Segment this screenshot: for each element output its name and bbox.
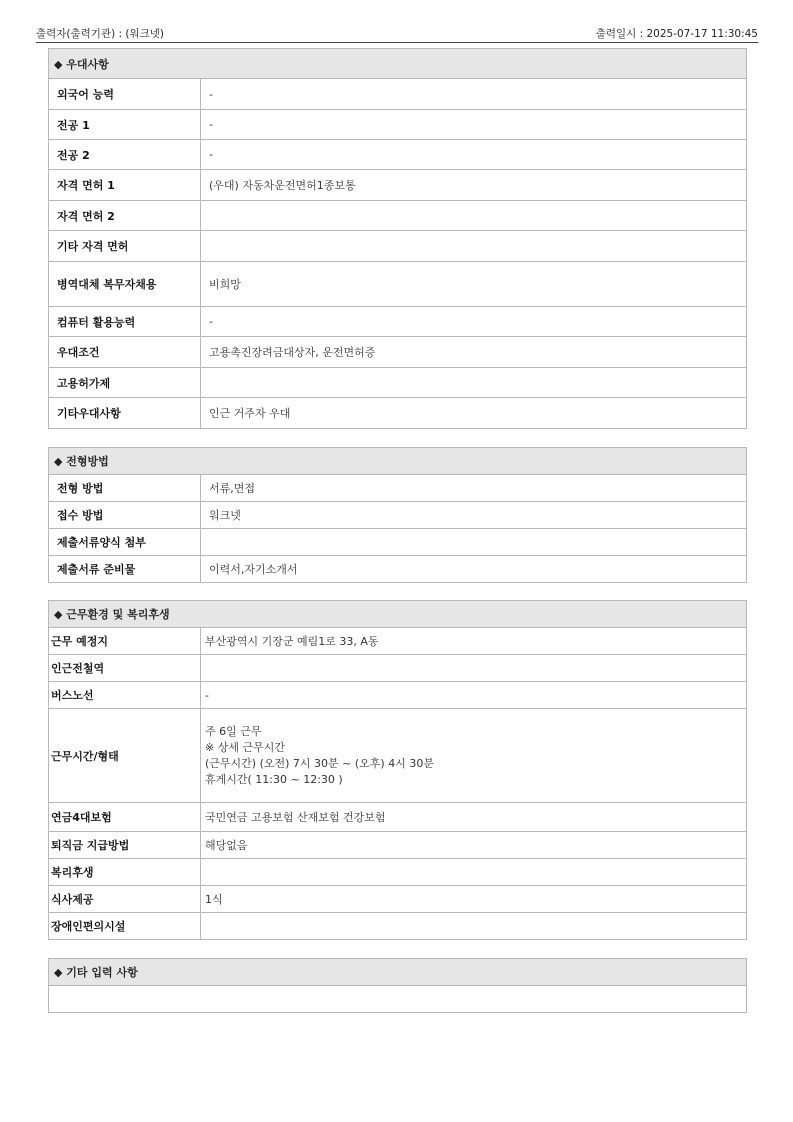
row-label: 전공 1: [49, 110, 201, 140]
work-hours-line: 휴게시간( 11:30 ~ 12:30 ): [205, 772, 343, 786]
row-value: -: [201, 307, 747, 337]
row-value: -: [201, 140, 747, 170]
row-value: [201, 231, 747, 262]
row-label: 우대조건: [49, 337, 201, 368]
table-row: [49, 201, 747, 231]
work-hours-line: ※ 상세 근무시간: [205, 740, 285, 754]
table-row: [49, 556, 747, 583]
row-value: 고용촉진장려금대상자, 운전면허증: [201, 337, 747, 368]
row-value: 1식: [201, 886, 747, 913]
work-hours-line: (근무시간) (오전) 7시 30분 ~ (오후) 4시 30분: [205, 756, 434, 770]
row-value: [201, 368, 747, 398]
print-datetime: 출력일시 : 2025-07-17 11:30:45: [595, 28, 758, 40]
row-label: 전형 방법: [49, 475, 201, 502]
other-section-title: ◆ 기타 입력 사항: [49, 959, 747, 986]
row-label: 접수 방법: [49, 502, 201, 529]
table-row: [49, 398, 747, 429]
row-value: 워크넷: [201, 502, 747, 529]
table-row: [49, 986, 747, 1013]
preferential-table: [48, 48, 747, 429]
table-row: [49, 682, 747, 709]
row-label: 버스노선: [49, 682, 201, 709]
row-label: 고용허가제: [49, 368, 201, 398]
other-value: [49, 986, 747, 1013]
row-label: 연금4대보험: [49, 803, 201, 832]
row-label: 제출서류양식 첨부: [49, 529, 201, 556]
row-value: -: [201, 110, 747, 140]
preferential-section-title: ◆ 우대사항: [49, 49, 747, 79]
table-row: [49, 475, 747, 502]
row-label: 기타우대사항: [49, 398, 201, 429]
row-label: 병역대체 복무자채용: [49, 262, 201, 307]
table-row: [49, 262, 747, 307]
row-label: 기타 자격 면허: [49, 231, 201, 262]
row-value: 부산광역시 기장군 예림1로 33, A동: [201, 628, 747, 655]
table-row: [49, 502, 747, 529]
row-label: 근무시간/형태: [49, 709, 201, 803]
row-value: [201, 529, 747, 556]
table-row: [49, 231, 747, 262]
table-row: [49, 655, 747, 682]
table-row: [49, 337, 747, 368]
page-header: [36, 22, 758, 43]
table-row: [49, 307, 747, 337]
row-label: 자격 면허 2: [49, 201, 201, 231]
row-value: 해당없음: [201, 832, 747, 859]
row-value: -: [201, 682, 747, 709]
row-label: 자격 면허 1: [49, 170, 201, 201]
row-label: 퇴직금 지급방법: [49, 832, 201, 859]
table-row: [49, 628, 747, 655]
printer-info: 출력자(출력기관) : (워크넷): [36, 28, 165, 40]
row-label: 전공 2: [49, 140, 201, 170]
work-hours-value: [201, 709, 747, 803]
table-row: [49, 79, 747, 110]
work-hours-line: 주 6일 근무: [205, 724, 262, 738]
row-value: 서류,면접: [201, 475, 747, 502]
table-row: [49, 529, 747, 556]
row-value: [201, 201, 747, 231]
row-value: [201, 913, 747, 940]
table-row: [49, 140, 747, 170]
row-label: 인근전철역: [49, 655, 201, 682]
row-label: 제출서류 준비물: [49, 556, 201, 583]
table-row: [49, 110, 747, 140]
table-row: [49, 886, 747, 913]
other-table: [48, 958, 747, 1013]
environment-section-title: ◆ 근무환경 및 복리후생: [49, 601, 747, 628]
row-label: 식사제공: [49, 886, 201, 913]
row-label: 외국어 능력: [49, 79, 201, 110]
selection-table: [48, 447, 747, 583]
row-value: [201, 859, 747, 886]
table-row: [49, 170, 747, 201]
table-row: [49, 859, 747, 886]
selection-section-title: ◆ 전형방법: [49, 448, 747, 475]
row-value: 국민연금 고용보험 산재보험 건강보험: [201, 803, 747, 832]
row-value: [201, 655, 747, 682]
environment-table: [48, 600, 747, 940]
row-value: 비희망: [201, 262, 747, 307]
row-label: 컴퓨터 활용능력: [49, 307, 201, 337]
table-row: [49, 913, 747, 940]
row-value: -: [201, 79, 747, 110]
row-value: 이력서,자기소개서: [201, 556, 747, 583]
table-row: [49, 368, 747, 398]
table-row: [49, 832, 747, 859]
row-label: 근무 예정지: [49, 628, 201, 655]
row-label: 복리후생: [49, 859, 201, 886]
table-row: [49, 803, 747, 832]
row-value: (우대) 자동차운전면허1종보통: [201, 170, 747, 201]
row-value: 인근 거주자 우대: [201, 398, 747, 429]
row-label: 장애인편의시설: [49, 913, 201, 940]
table-row: [49, 709, 747, 803]
